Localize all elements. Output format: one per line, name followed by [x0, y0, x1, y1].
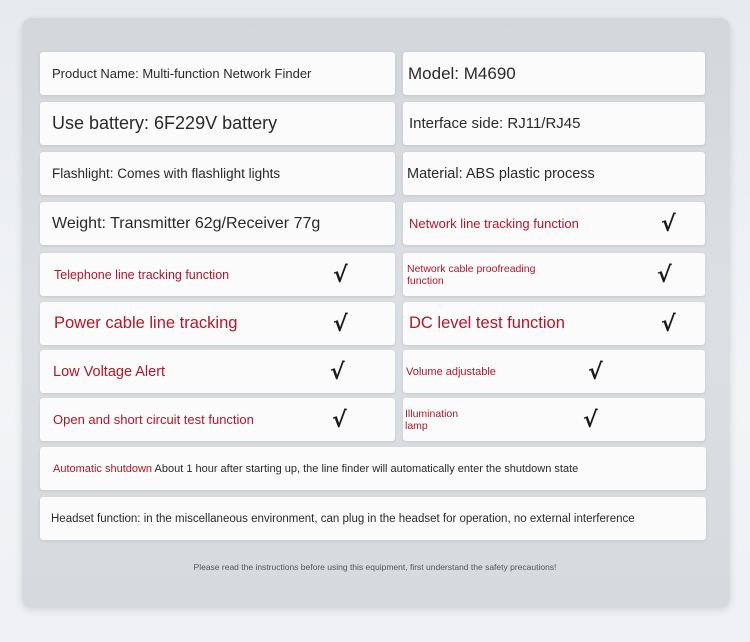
low-voltage-alert-cell	[40, 350, 395, 393]
headset-cell	[40, 497, 706, 540]
network-cable-proofreading-line1: Network cable proofreading	[407, 262, 536, 275]
telephone-line-tracking-cell	[40, 253, 395, 296]
network-line-tracking-text: Network line tracking function	[409, 216, 579, 231]
check-mark-icon: √	[332, 408, 347, 433]
product-name-text: Product Name: Multi-function Network Finder	[52, 66, 312, 81]
low-voltage-alert-text: Low Voltage Alert	[53, 363, 166, 380]
dc-level-test-cell	[403, 302, 705, 345]
check-mark-icon: √	[588, 360, 603, 385]
illumination-lamp-line1: Illumination	[405, 407, 459, 420]
check-mark-icon: √	[661, 212, 676, 237]
check-mark-icon: √	[333, 263, 348, 288]
automatic-shutdown-cell	[40, 447, 706, 490]
safety-footer: Please read the instructions before using this equipment, first understand the safety precautions!	[193, 562, 557, 572]
model-text: Model: M4690	[408, 63, 516, 83]
flashlight-text: Flashlight: Comes with flashlight lights	[52, 166, 281, 181]
power-cable-tracking-cell	[40, 302, 395, 345]
material-cell	[403, 152, 705, 195]
network-line-tracking-cell	[403, 202, 705, 245]
weight-cell	[40, 202, 395, 245]
check-mark-icon: √	[333, 312, 348, 337]
weight-text: Weight: Transmitter 62g/Receiver 77g	[52, 214, 321, 232]
volume-adjustable-text: Volume adjustable	[406, 365, 496, 378]
open-short-circuit-cell	[40, 398, 395, 441]
headset-text: Headset function: in the miscellaneous environment, can plug in the headset for operation, no external interference	[51, 512, 635, 525]
model-cell	[403, 52, 705, 95]
automatic-shutdown-text: About 1 hour after starting up, the line finder will automatically enter the shutdown state	[152, 462, 579, 475]
battery-text: Use battery: 6F229V battery	[52, 113, 278, 133]
open-short-circuit-text: Open and short circuit test function	[53, 412, 254, 427]
product-name-cell	[40, 52, 395, 95]
battery-cell	[40, 102, 395, 145]
material-text: Material: ABS plastic process	[407, 165, 595, 182]
check-mark-icon: √	[583, 408, 598, 433]
interface-cell	[403, 102, 705, 145]
check-mark-icon: √	[657, 263, 672, 288]
power-cable-tracking-text: Power cable line tracking	[54, 314, 238, 332]
illumination-lamp-cell	[403, 398, 705, 441]
dc-level-test-text: DC level test function	[409, 314, 565, 332]
illumination-lamp-line2: lamp	[405, 419, 428, 432]
interface-text: Interface side: RJ11/RJ45	[409, 115, 581, 132]
automatic-shutdown-label: Automatic shutdown	[53, 462, 153, 475]
check-mark-icon: √	[330, 360, 345, 385]
network-cable-proofreading-cell	[403, 253, 705, 296]
check-mark-icon: √	[661, 312, 676, 337]
network-cable-proofreading-line2: function	[407, 274, 444, 287]
telephone-line-tracking-text: Telephone line tracking function	[54, 267, 230, 282]
volume-adjustable-cell	[403, 350, 705, 393]
flashlight-cell	[40, 152, 395, 195]
